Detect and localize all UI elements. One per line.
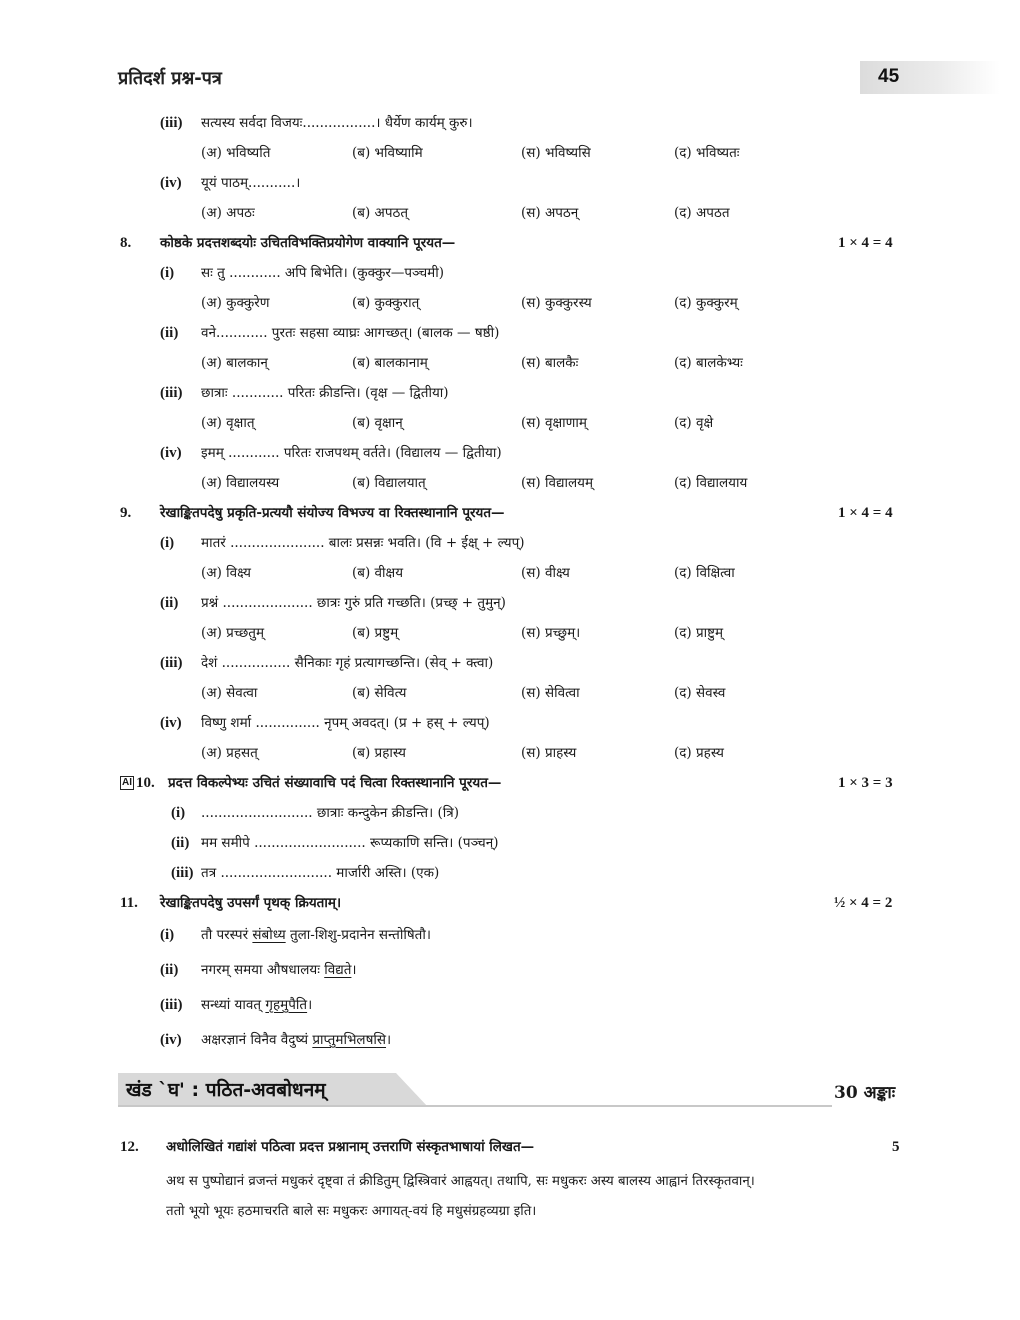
- option-d: (द) सेवस्व: [674, 685, 726, 701]
- option-a: (अ) विद्यालयस्य: [201, 475, 280, 491]
- sub-label: (iii): [171, 865, 194, 881]
- sub-label: (iii): [160, 115, 183, 131]
- question-marks: 1 × 4 = 4: [838, 235, 893, 251]
- question-text: .......................... छात्राः कन्दुकेन क्रीडन्ति। (त्रि): [201, 805, 459, 821]
- text-after: ।: [307, 997, 313, 1013]
- option-b: (ब) प्रष्टुम्: [352, 625, 399, 641]
- sub-label: (i): [171, 805, 186, 821]
- option-c: (स) बालकैः: [521, 355, 579, 371]
- sub-label: (i): [160, 535, 175, 551]
- option-a: (अ) वृक्षात्: [201, 415, 255, 431]
- sub-label: (iv): [160, 715, 182, 731]
- sub-label: (i): [160, 927, 175, 943]
- option-b: (ब) भविष्यामि: [352, 145, 423, 161]
- question-text: वने............ पुरतः सहसा व्याघ्रः आगच्छत्। (बालक — षष्ठी): [201, 325, 500, 341]
- passage-line: ततो भूयो भूयः हठमाचरति बाले सः मधुकरः अगायत्-वयं हि मधुसंग्रहव्यग्रा इति।: [166, 1204, 537, 1219]
- passage-line: अथ स पुष्पोद्यानं व्रजन्तं मधुकरं दृष्ट्वा तं क्रीडितुम् द्विस्त्रिवारं आह्वयत्। तथापि, सः मधुकरः अस्य बालस्य आह्वानं तिरस्कृतवान्।: [166, 1174, 755, 1189]
- sub-label: (iv): [160, 1032, 182, 1048]
- question-number: 9.: [120, 505, 132, 521]
- option-b: (ब) अपठत्: [352, 205, 409, 221]
- option-c: (स) वीक्ष्य: [521, 565, 570, 581]
- sub-label: (iii): [160, 385, 183, 401]
- ai-badge: AI: [122, 777, 132, 788]
- question-number-row: [120, 773, 155, 793]
- question-marks: 5: [892, 1139, 900, 1155]
- option-b: (ब) कुक्कुरात्: [352, 295, 420, 311]
- option-b: (ब) विद्यालयात्: [352, 475, 426, 491]
- question-text: मम समीपे .......................... रूप्यकाणि सन्ति। (पञ्चन्): [201, 835, 499, 851]
- question-marks: 1 × 3 = 3: [838, 775, 893, 791]
- sub-label: (iii): [160, 655, 183, 671]
- question-text: प्रश्नं ..................... छात्रः गुरुं प्रति गच्छति। (प्रच्छ् + तुमुन्): [201, 595, 506, 611]
- question-text: छात्राः ............ परितः क्रीडन्ति। (वृक्ष — द्वितीया): [201, 385, 449, 401]
- question-instruction: अधोलिखितं गद्यांशं पठित्वा प्रदत्त प्रश्नानाम् उत्तराणि संस्कृतभाषायां लिखत—: [166, 1139, 535, 1155]
- text-before: तौ परस्परं: [201, 927, 253, 943]
- sub-label: (iv): [160, 445, 182, 461]
- question-number: 12.: [120, 1139, 139, 1155]
- question-instruction: कोष्ठके प्रदत्तशब्दयोः उचितविभक्तिप्रयोगेण वाक्यानि पूरयत—: [160, 235, 456, 251]
- underlined-word: विद्यते: [324, 962, 352, 978]
- sub-label: (iii): [160, 997, 183, 1013]
- sub-label: (ii): [160, 595, 179, 611]
- option-a: (अ) विक्ष्य: [201, 565, 251, 581]
- option-d: (द) अपठत: [674, 205, 730, 221]
- sub-label: (ii): [171, 835, 190, 851]
- option-b: (ब) वीक्षय: [352, 565, 404, 581]
- option-d: (द) प्राष्टुम्: [674, 625, 724, 641]
- option-d: (द) वृक्षे: [674, 415, 714, 431]
- option-c: (स) वृक्षाणाम्: [521, 415, 587, 431]
- option-c: (स) प्रच्छुम्।: [521, 625, 581, 641]
- option-a: (अ) प्रहसत्: [201, 745, 258, 761]
- question-text: [201, 995, 312, 1015]
- page-number: 45: [878, 66, 900, 87]
- option-b: (ब) प्रहास्य: [352, 745, 406, 761]
- option-c: (स) सेवित्वा: [521, 685, 580, 701]
- text-before: नगरम् समया औषधालयः: [201, 962, 325, 978]
- question-text: सत्यस्य सर्वदा विजयः.................। धैर्येण कार्यम् कुरु।: [201, 115, 473, 131]
- underlined-word: गृहमुपैति: [265, 997, 308, 1013]
- option-c: (स) प्राहस्य: [521, 745, 577, 761]
- sub-label: (ii): [160, 962, 179, 978]
- sub-label: (i): [160, 265, 175, 281]
- question-text: सः तु ............ अपि बिभेति। (कुक्कुर—पञ्चमी): [201, 265, 445, 281]
- option-a: (अ) अपठः: [201, 205, 255, 221]
- question-text: यूयं पाठम्...........।: [201, 175, 301, 191]
- text-after: ।: [386, 1032, 392, 1048]
- option-d: (द) कुक्कुरम्: [674, 295, 738, 311]
- option-b: (ब) वृक्षान्: [352, 415, 403, 431]
- section-header: [118, 1073, 832, 1107]
- sub-label: (iv): [160, 175, 182, 191]
- option-c: (स) अपठन्: [521, 205, 579, 221]
- section-title: खंड `घ' : पठित-अवबोधनम्: [126, 1079, 326, 1101]
- question-number: 11.: [120, 895, 138, 911]
- section-marks: 30 अङ्काः: [834, 1083, 896, 1103]
- option-d: (द) प्रहस्य: [674, 745, 724, 761]
- option-a: (अ) भविष्यति: [201, 145, 271, 161]
- question-text: इमम् ............ परितः राजपथम् वर्तते। (विद्यालय — द्वितीया): [201, 445, 502, 461]
- question-text: देशं ................ सैनिकाः गृहं प्रत्यागच्छन्ति। (सेव् + क्त्वा): [201, 655, 494, 671]
- question-instruction: रेखाङ्कितपदेषु प्रकृति-प्रत्ययौ संयोज्य विभज्य वा रिक्तस्थानानि पूरयत—: [160, 505, 505, 521]
- option-d: (द) विक्षित्वा: [674, 565, 735, 581]
- question-marks: 1 × 4 = 4: [838, 505, 893, 521]
- text-after: तुला-शिशु-प्रदानेन सन्तोषितौ।: [285, 927, 431, 943]
- question-text: विष्णु शर्मा ............... नृपम् अवदत्। (प्र + हस् + ल्यप्): [201, 715, 490, 731]
- option-a: (अ) कुक्कुरेण: [201, 295, 270, 311]
- question-marks: ½ × 4 = 2: [834, 895, 893, 911]
- text-before: अक्षरज्ञानं विनैव वैदुष्यं: [201, 1032, 313, 1048]
- option-b: (ब) सेवित्य: [352, 685, 407, 701]
- page-header-title: प्रतिदर्श प्रश्न-पत्र: [118, 68, 222, 89]
- question-text: [201, 960, 357, 980]
- question-text: [201, 925, 431, 945]
- question-text: मातरं ...................... बालः प्रसन्नः भवति। (वि + ईक्ष् + ल्यप्): [201, 535, 525, 551]
- section-underline: [118, 1105, 832, 1107]
- question-text: [201, 1030, 391, 1050]
- option-c: (स) भविष्यसि: [521, 145, 591, 161]
- option-a: (अ) बालकान्: [201, 355, 268, 371]
- question-instruction: प्रदत्त विकल्पेभ्यः उचितं संख्यावाचि पदं चित्वा रिक्तस्थानानि पूरयत—: [168, 775, 502, 791]
- question-text: तत्र .......................... मार्जारी अस्ति। (एक): [201, 865, 440, 881]
- underlined-word: संबोध्य: [252, 927, 286, 943]
- text-after: ।: [351, 962, 357, 978]
- question-number: 10.: [136, 775, 155, 791]
- option-c: (स) विद्यालयम्: [521, 475, 594, 491]
- text-before: सन्ध्यां यावत्: [201, 997, 266, 1013]
- underlined-word: प्राप्तुमभिलषसि: [312, 1032, 387, 1048]
- question-number: 8.: [120, 235, 132, 251]
- option-c: (स) कुक्कुरस्य: [521, 295, 592, 311]
- question-instruction: रेखाङ्कितपदेषु उपसर्गं पृथक् क्रियताम्।: [160, 895, 342, 911]
- option-b: (ब) बालकानाम्: [352, 355, 428, 371]
- option-a: (अ) प्रच्छतुम्: [201, 625, 265, 641]
- sub-label: (ii): [160, 325, 179, 341]
- option-d: (द) बालकेभ्यः: [674, 355, 743, 371]
- option-a: (अ) सेवत्वा: [201, 685, 258, 701]
- option-d: (द) भविष्यतः: [674, 145, 740, 161]
- option-d: (द) विद्यालयाय: [674, 475, 748, 491]
